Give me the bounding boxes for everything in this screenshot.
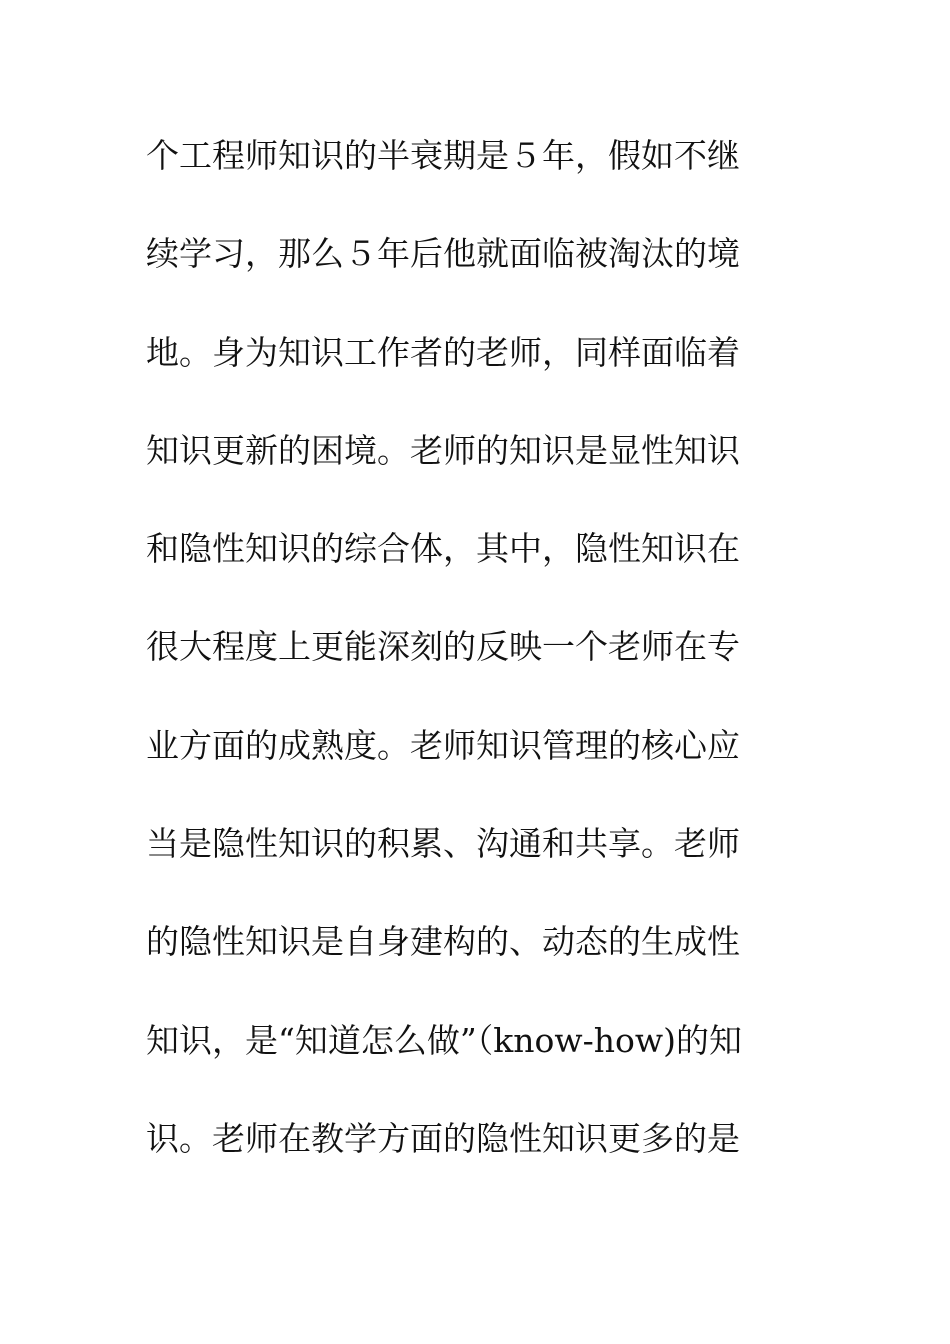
text-line-9: 的隐性知识是自身建构的、动态的生成性 (146, 922, 740, 962)
text-line-3: 地。身为知识工作者的老师，同样面临着 (146, 332, 740, 372)
text-line-5: 和隐性知识的综合体，其中，隐性知识在 (146, 529, 740, 569)
body-paragraph (146, 128, 826, 1209)
text-line-11: 识。老师在教学方面的隐性知识更多的是 (146, 1118, 740, 1158)
text-line-10: 知识，是“知道怎么做”（know-how)的知 (146, 1020, 742, 1060)
text-line-2: 续学习，那么５年后他就面临被淘汰的境 (146, 234, 740, 274)
text-line-8: 当是隐性知识的积累、沟通和共享。老师 (146, 824, 740, 864)
text-line-7: 业方面的成熟度。老师知识管理的核心应 (146, 725, 740, 765)
text-line-1: 个工程师知识的半衰期是５年，假如不继 (146, 136, 740, 175)
text-line-4: 知识更新的困境。老师的知识是显性知识 (146, 430, 740, 470)
text-line-6: 很大程度上更能深刻的反映一个老师在专 (146, 627, 740, 667)
